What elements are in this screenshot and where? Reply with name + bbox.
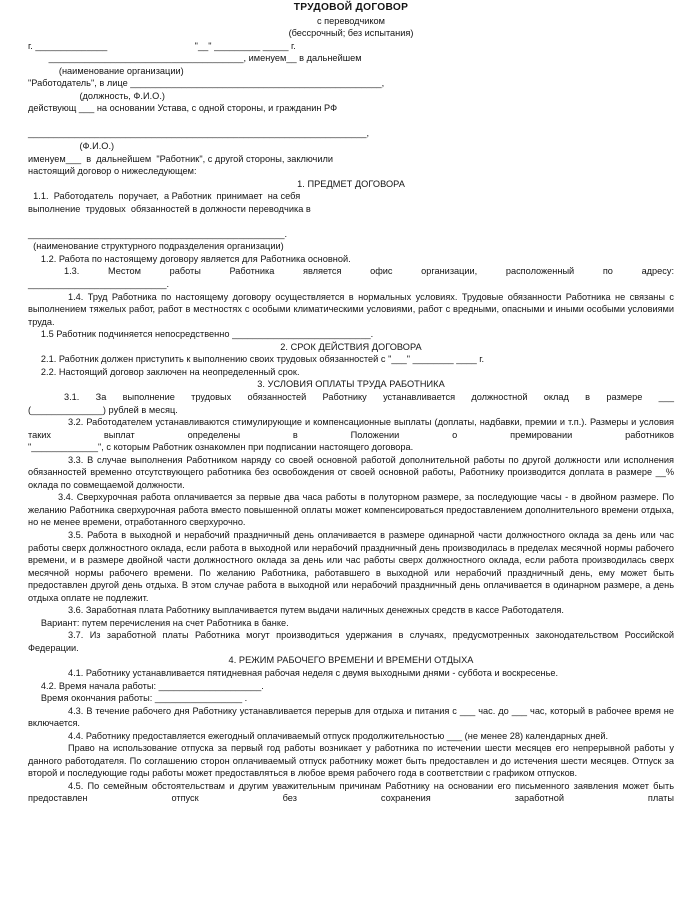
clause-1-1-line-2: выполнение трудовых обязанностей в должности переводчика в — [28, 203, 311, 214]
clause-3-6: 3.6. Заработная плата Работнику выплачивается путем выдачи наличных денежных средств в кассе Работодателя. — [68, 605, 564, 616]
clause-1-2: 1.2. Работа по настоящему договору является для Работника основной. — [28, 253, 351, 264]
section-heading-4: 4. РЕЖИМ РАБОЧЕГО ВРЕМЕНИ И ВРЕМЕНИ ОТДЫХА — [228, 655, 474, 666]
section-heading-1: 1. ПРЕДМЕТ ДОГОВОРА — [297, 178, 405, 189]
document-body — [28, 2, 674, 805]
clause-1-3-rule: ___________________________. — [28, 279, 170, 290]
header-employer-line: "Работодатель", в лице _________________________________________________, — [28, 78, 385, 89]
clause-3-2-regulation-rule: "_____________", с которым Работник ознакомлен при подписании настоящего договора. — [28, 442, 414, 453]
clause-4-4: 4.4. Работнику предоставляется ежегодный оплачиваемый отпуск продолжительностью ___ (не менее 28) календарных дней. — [68, 730, 609, 741]
clause-1-3: 1.3. Местом работы Работника является офис организации, расположенный по адресу: — [64, 266, 674, 277]
clause-1-1-rule: __________________________________________________. — [28, 228, 288, 239]
header-fio-caption: (Ф.И.О.) — [28, 141, 115, 152]
clause-2-1: 2.1. Работник должен приступить к выполнению своих трудовых обязанностей с "___" ________ ____ г. — [28, 354, 485, 365]
clause-1-1-line-1: 1.1. Работодатель поручает, а Работник принимает на себя — [28, 191, 301, 202]
clause-4-2-start-time: 4.2. Время начала работы: ____________________. — [28, 680, 264, 691]
header-spacer — [28, 115, 674, 128]
header-concluded-line: настоящий договор о нижеследующем: — [28, 166, 197, 177]
clause-2-2: 2.2. Настоящий договор заключен на неопределенный срок. — [28, 366, 300, 377]
clause-3-4: 3.4. Сверхурочная работа оплачивается за первые два часа работы в полуторном размере, за последующие часы - в двойном размере. По желанию Работника сверхурочная работа вместо повышенной оплаты может компенсироваться предоставлением дополнительного времени отдыха, но не менее времени, отработанного сверхурочно. — [28, 492, 674, 528]
clause-4-5: 4.5. По семейным обстоятельствам и другим уважительным причинам Работнику на основании его письменного заявления может быть предоставлен отпуск без сохранения заработной платы — [28, 780, 674, 804]
document-title: ТРУДОВОЙ ДОГОВОР — [293, 2, 409, 13]
clause-3-2: 3.2. Работодателем устанавливаются стимулирующие и компенсационные выплаты (доплаты, надбавки, премии и т.п.). Размеры и условия таких выплат определены в Положении о премировании работников — [28, 417, 674, 440]
header-organization-rule: ______________________________________, именуем__ в дальнейшем — [28, 53, 362, 64]
header-city-date-line: г. ______________ "__" _________ _____ г. — [28, 40, 296, 51]
clause-4-4-vacation-rights: Право на использование отпуска за первый год работы возникает у работника по истечении шести месяцев его непрерывной работы у данного работодателя. По соглашению сторон оплачиваемый отпуск работнику может быть предоставлен и до истечения шести месяцев. Отпуск за второй и последующие годы работы может предоставляться в любое время рабочего года в соответствии с графиком отпусков. — [28, 743, 674, 779]
clause-3-1-amount-rule: (______________) рублей в месяц. — [28, 404, 178, 415]
document-subtitle: с переводчиком — [317, 15, 385, 26]
clause-4-2-end-time: Время окончания работы: _________________ . — [28, 693, 248, 704]
section-heading-3: 3. УСЛОВИЯ ОПЛАТЫ ТРУДА РАБОТНИКА — [257, 379, 445, 390]
clause-1-1-caption: (наименование структурного подразделения организации) — [28, 241, 284, 252]
clause-4-3: 4.3. В течение рабочего дня Работнику устанавливается перерыв для отдыха и питания с ___ час. до ___ час, который в рабочее время не включается. — [28, 705, 674, 729]
clause-3-6-variant: Вариант: путем перечисления на счет Работника в банке. — [28, 617, 289, 628]
header-acting-line: действующ ___ на основании Устава, с одной стороны, и гражданин РФ — [28, 103, 338, 114]
header-fio-rule: __________________________________________________________________, — [28, 128, 370, 139]
clause-3-5: 3.5. Работа в выходной и нерабочий праздничный день оплачивается в размере одинарной части должностного оклада за день или час работы сверх должностного оклада, если работа в выходной или нерабочий праздничный день производилась в пределах месячной нормы рабочего времени, и в размере двойной части должностного оклада за день или час работы сверх должностного оклада, если работа производилась сверх месячной нормы рабочего времени. По желанию Работника, работавшего в выходной или нерабочий праздничный день, ему может быть предоставлен другой день отдыха. В этом случае работа в выходной или нерабочий праздничный день оплачивается в одинарном размере, а день отдыха оплате не подлежит. — [28, 529, 674, 603]
clause-3-3: 3.3. В случае выполнения Работником наряду со своей основной работой дополнительной работы по другой должности или исполнения обязанностей временно отсутствующего работника без освобождения от своей основной работы, Работнику производится доплата в размере __% оклада по совмещаемой должности. — [28, 454, 674, 490]
clause-4-1: 4.1. Работнику устанавливается пятидневная рабочая неделя с двумя выходными днями - суббота и воскресенье. — [68, 667, 559, 678]
clause-1-5: 1.5 Работник подчиняется непосредственно ___________________________. — [28, 329, 374, 340]
header-organization-caption: (наименование организации) — [28, 65, 184, 76]
document-subtitle-secondary: (бессрочный; без испытания) — [288, 28, 414, 39]
section-heading-2: 2. СРОК ДЕЙСТВИЯ ДОГОВОРА — [280, 341, 422, 352]
header-worker-line: именуем___ в дальнейшем "Работник", с другой стороны, заключили — [28, 153, 334, 164]
header-employer-caption: (должность, Ф.И.О.) — [28, 90, 165, 101]
clause-3-7: 3.7. Из заработной платы Работника могут производиться удержания в случаях, предусмотренных законодательством Российской Федерации. — [28, 630, 674, 653]
clause-1-1-spacer — [28, 215, 674, 228]
clause-3-1: 3.1. За выполнение трудовых обязанностей Работнику устанавливается должностной оклад в размере ___ — [64, 391, 674, 402]
clause-1-4: 1.4. Труд Работника по настоящему договору осуществляется в нормальных условиях. Трудовые обязанности Работника не связаны с выполнением тяжелых работ, работ в местностях с особыми климатическими условиями, работ с вредными, опасными и иными особыми условиями труда. — [28, 291, 674, 327]
